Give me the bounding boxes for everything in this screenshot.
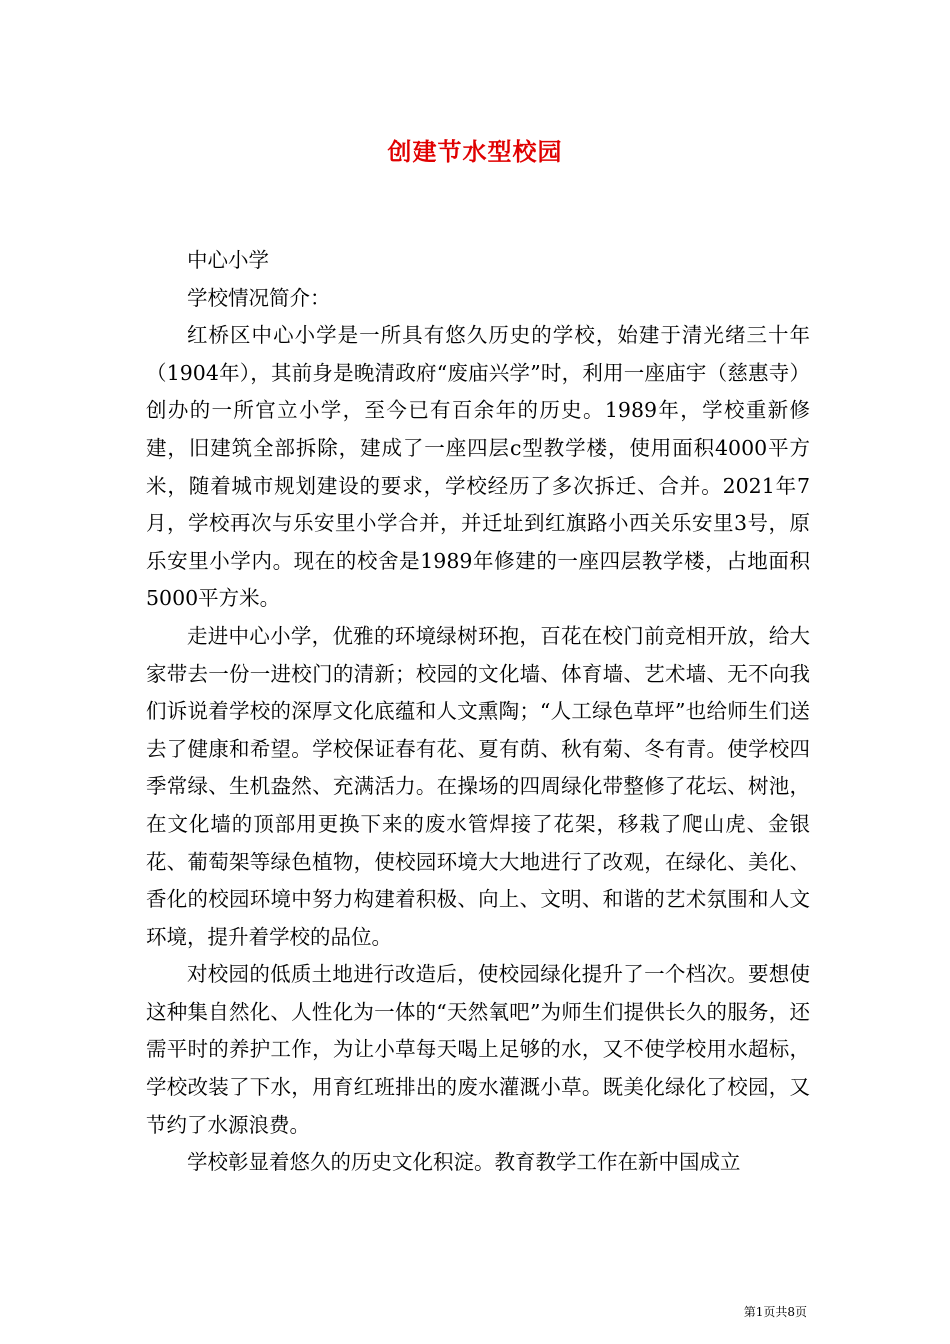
- page-title: 创建节水型校园: [387, 137, 563, 166]
- paragraph-history: 红桥区中心小学是一所具有悠久历史的学校，始建于清光绪三十年（1904年），其前身是晚清政府“废庙兴学”时，利用一座庙宇（慈惠寺）创办的一所官立小学，至今已有百余年的历史。1989年，学校重新修建，旧建筑全部拆除，建成了一座四层c型教学楼，使用面积4000平方米，随着城市规划建设的要求，学校经历了多次拆迁、合并。2021年7月，学校再次与乐安里小学合并，并迁址到红旗路小西关乐安里3号，原乐安里小学内。现在的校舍是1989年修建的一座四层教学楼，占地面积5000平方米。: [146, 323, 810, 611]
- paragraph-culture: 学校彰显着悠久的历史文化积淀。教育教学工作在新中国成立: [187, 1150, 741, 1175]
- paragraph-school-name: 中心小学: [187, 248, 269, 272]
- paragraph-environment: 走进中心小学，优雅的环境绿树环抱，百花在校门前竞相开放，给大家带去一份一进校门的清新；校园的文化墙、体育墙、艺术墙、无不向我们诉说着学校的深厚文化底蕴和人文熏陶；“人工绿色草坪”也给师生们送去了健康和希望。学校保证春有花、夏有荫、秋有菊、冬有青。使学校四季常绿、生机盎然、充满活力。在操场的四周绿化带整修了花坛、树池，在文化墙的顶部用更换下来的废水管焊接了花架，移栽了爬山虎、金银花、葡萄架等绿色植物，使校园环境大大地进行了改观，在绿化、美化、香化的校园环境中努力构建着积极、向上、文明、和谐的艺术氛围和人文环境，提升着学校的品位。: [146, 623, 810, 949]
- page-number: 第1页共8页: [743, 1305, 807, 1319]
- document-body: [146, 242, 810, 1182]
- paragraph-section-heading: 学校情况简介：: [187, 285, 331, 310]
- paragraph-greening: 对校园的低质土地进行改造后，使校园绿化提升了一个档次。要想使这种集自然化、人性化为一体的“天然氧吧”为师生们提供长久的服务，还需平时的养护工作，为让小草每天喝上足够的水，又不使学校用水超标，学校改装了下水，用育红班排出的废水灌溉小草。既美化绿化了校园，又节约了水源浪费。: [146, 962, 810, 1137]
